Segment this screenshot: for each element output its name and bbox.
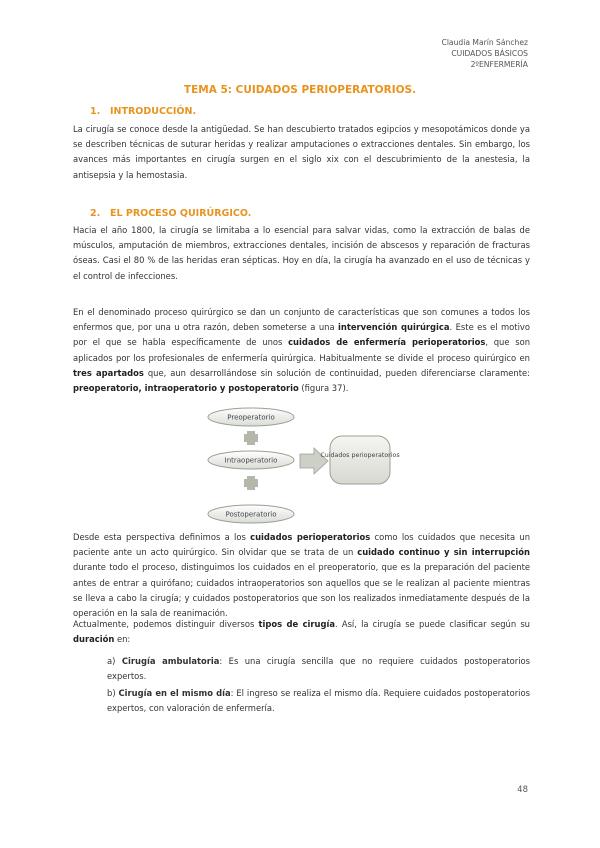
list-item: [107, 686, 530, 716]
page-header: [442, 37, 528, 70]
phase-label: Intraoperatorio: [224, 456, 278, 465]
emphasis: preoperatorio, intraoperatorio y postoperatorio: [73, 383, 299, 394]
list-item: [107, 654, 530, 684]
perioperative-diagram: [200, 406, 400, 528]
phase-intraoperatorio: [208, 451, 294, 469]
emphasis: cuidados de enfermería perioperatorios: [288, 337, 486, 348]
emphasis: cuidados perioperatorios: [250, 532, 371, 542]
list-marker: b): [107, 688, 116, 698]
emphasis: cuidado continuo y sin interrupción: [357, 547, 530, 558]
plus-icon: [244, 431, 258, 445]
page-number: 48: [517, 785, 528, 795]
list-term: Cirugía en el mismo día: [118, 688, 231, 698]
emphasis: intervención quirúrgica: [338, 322, 450, 333]
phase-preoperatorio: [208, 408, 294, 426]
section-number: 1.: [90, 106, 101, 117]
paragraph-history: Hacia el año 1800, la cirugía se limitaba a lo esencial para salvar vidas, como la extracción de balas de músculos, amputación de miembros, extracciones dentales, incisión de abscesos y reparación de fracturas óseas. Casi el 80 % de las heridas eran sépticas. Hoy en día, la cirugía ha avanzado en el uso de técnicas y el control de infecciones.: [73, 225, 530, 281]
phase-label: Preoperatorio: [227, 413, 275, 422]
section-heading-introduccion: [90, 106, 196, 117]
emphasis: tipos de cirugía: [258, 619, 336, 629]
header-author: Claudia Marín Sánchez: [441, 38, 528, 47]
list-text: : Es una cirugía sencilla que no requiere cuidados postoperatorios expertos.: [107, 656, 531, 682]
section-title: INTRODUCCIÓN.: [110, 106, 197, 117]
page-title: TEMA 5: CUIDADOS PERIOPERATORIOS.: [183, 84, 417, 96]
paragraph-definition: Desde esta perspectiva definimos a los cuidados perioperatorios como los cuidados que necesita un paciente ante un acto quirúrgico. Sin olvidar que se trata de un cuidado continuo y sin interrupción durante todo el proceso, distinguimos los cuidados en el preoperatorio, que es la preparación del paciente antes de entrar a quirófano; cuidados intraoperatorios son aquellos que se le realizan al paciente mientras se lleva a cabo la cirugía; y cuidados postoperatorios que son los realizados inmediatamente después de la operación en la sala de reanimación.: [73, 532, 530, 619]
plus-icon: [244, 476, 258, 490]
list-text: : El ingreso se realiza el mismo día. Requiere cuidados postoperatorios expertos, con valoración de enfermería.: [107, 688, 530, 714]
emphasis: duración: [73, 634, 115, 645]
paragraph-types: Actualmente, podemos distinguir diversos tipos de cirugía. Así, la cirugía se puede clasificar según su duración en:: [73, 619, 530, 645]
result-label: Cuidados perioperatorios: [320, 452, 400, 459]
emphasis: tres apartados: [73, 367, 144, 378]
header-course: CUIDADOS BÁSICOS: [451, 49, 528, 58]
phase-postoperatorio: [208, 505, 294, 523]
phase-label: Postoperatorio: [225, 510, 277, 519]
section-heading-proceso: [90, 208, 251, 219]
section-number: 2.: [90, 208, 101, 219]
paragraph-process: En el denominado proceso quirúrgico se dan un conjunto de características que son comunes a todos los enfermos que, por una u otra razón, deben someterse a una intervención quirúrgica. Este es el motivo por el que se habla específicamente de unos cuidados de enfermería perioperatorios, que son aplicados por los profesionales de enfermería quirúrgica. Habitualmente se divide el proceso quirúrgico en tres apartados que, aun desarrollándose sin solución de continuidad, pueden diferenciarse claramente: preoperatorio, intraoperatorio y postoperatorio (figura 37).: [73, 307, 531, 394]
list-marker: a): [107, 656, 116, 666]
result-box: [320, 436, 399, 484]
header-year: 2ºENFERMERÍA: [470, 60, 528, 69]
paragraph-intro: La cirugía se conoce desde la antigüedad. Se han descubierto tratados egipcios y mesopotámicos donde ya se describen técnicas de suturar heridas y realizar amputaciones o extracciones dentales. Sin embargo, los avances más importantes en cirugía surgen en el siglo xix con el descubrimiento de la anestesia, la antisepsia y la hemostasia.: [73, 124, 530, 180]
section-title: EL PROCESO QUIRÚRGICO.: [110, 208, 252, 219]
list-term: Cirugía ambulatoria: [121, 656, 220, 666]
